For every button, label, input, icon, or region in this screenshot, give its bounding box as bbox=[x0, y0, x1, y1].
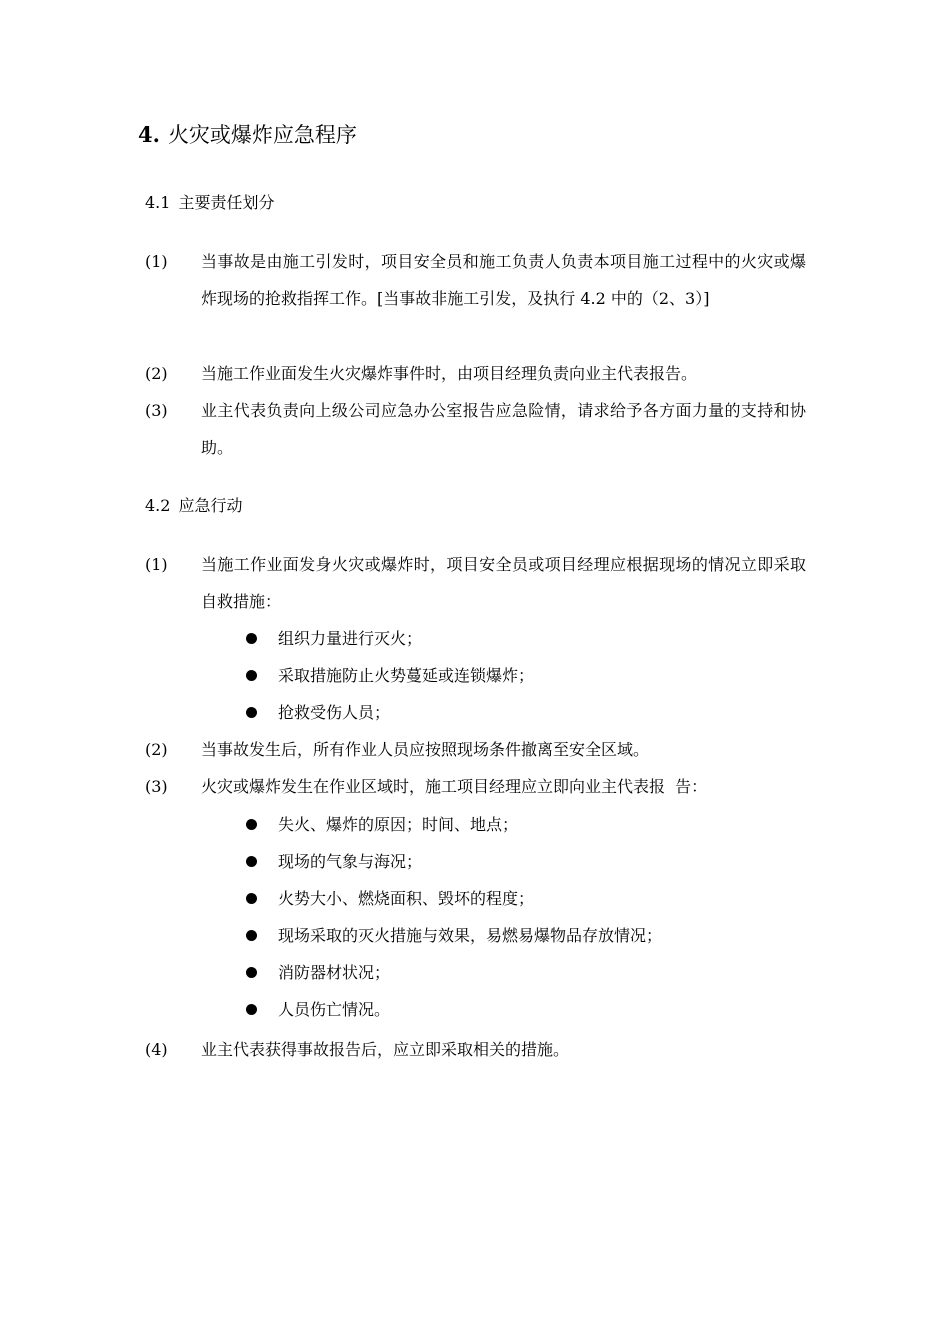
chapter-title-text: 火灾或爆炸应急程序 bbox=[167, 123, 357, 147]
item-number: (3) bbox=[145, 401, 168, 420]
item-text: 当施工作业面发生火灾爆炸事件时，由项目经理负责向业主代表报告。 bbox=[201, 364, 698, 383]
bullet-text: 消防器材状况； bbox=[278, 963, 391, 982]
section-heading-4-2 bbox=[145, 493, 242, 519]
bullet-dot-icon bbox=[246, 707, 257, 718]
item-number: (2) bbox=[145, 364, 168, 383]
item-number: (3) bbox=[145, 777, 168, 796]
bullet-dot-icon bbox=[246, 930, 257, 941]
item-text: 当施工作业面发身火灾或爆炸时，项目安全员或项目经理应根据现场的情况立即采取自救措施： bbox=[201, 555, 806, 611]
bullet-text: 采取措施防止火势蔓延或连锁爆炸； bbox=[278, 666, 535, 685]
item-text: 当事故是由施工引发时，项目安全员和施工负责人负责本项目施工过程中的火灾或爆炸现场的抢救指挥工作。[当事故非施工引发，及执行 4.2 中的（2、3）] bbox=[201, 252, 806, 308]
bullet-dot-icon bbox=[246, 893, 257, 904]
item-text: 火灾或爆炸发生在作业区域时，施工项目经理应立即向业主代表报 告： bbox=[201, 777, 708, 796]
item-text: 当事故发生后，所有作业人员应按照现场条件撤离至安全区域。 bbox=[201, 740, 650, 759]
item-number: (1) bbox=[145, 555, 168, 574]
item-number: (1) bbox=[145, 252, 168, 271]
bullet-dot-icon bbox=[246, 967, 257, 978]
bullet-text: 现场的气象与海况； bbox=[278, 852, 423, 871]
section-heading-4-1 bbox=[145, 190, 274, 216]
bullet-text: 抢救受伤人员； bbox=[278, 703, 391, 722]
bullet-dot-icon bbox=[246, 633, 257, 644]
bullet-dot-icon bbox=[246, 1004, 257, 1015]
item-number: (4) bbox=[145, 1040, 168, 1059]
bullet-text: 组织力量进行灭火； bbox=[278, 629, 423, 648]
bullet-dot-icon bbox=[246, 856, 257, 867]
section-heading-text: 主要责任划分 bbox=[178, 193, 275, 212]
bullet-text: 人员伤亡情况。 bbox=[278, 1000, 391, 1019]
bullet-dot-icon bbox=[246, 819, 257, 830]
item-text: 业主代表获得事故报告后，应立即采取相关的措施。 bbox=[201, 1040, 570, 1059]
bullet-dot-icon bbox=[246, 670, 257, 681]
section-number: 4.2 bbox=[145, 496, 171, 515]
bullet-text: 现场采取的灭火措施与效果，易燃易爆物品存放情况； bbox=[278, 926, 663, 945]
chapter-title bbox=[138, 118, 357, 152]
section-heading-text: 应急行动 bbox=[178, 496, 243, 515]
chapter-number: 4. bbox=[138, 122, 160, 147]
item-text: 业主代表负责向上级公司应急办公室报告应急险情，请求给予各方面力量的支持和协助。 bbox=[201, 401, 806, 457]
bullet-text: 火势大小、燃烧面积、毁坏的程度； bbox=[278, 889, 535, 908]
bullet-text: 失火、爆炸的原因；时间、地点； bbox=[278, 815, 519, 834]
item-number: (2) bbox=[145, 740, 168, 759]
section-number: 4.1 bbox=[145, 193, 171, 212]
